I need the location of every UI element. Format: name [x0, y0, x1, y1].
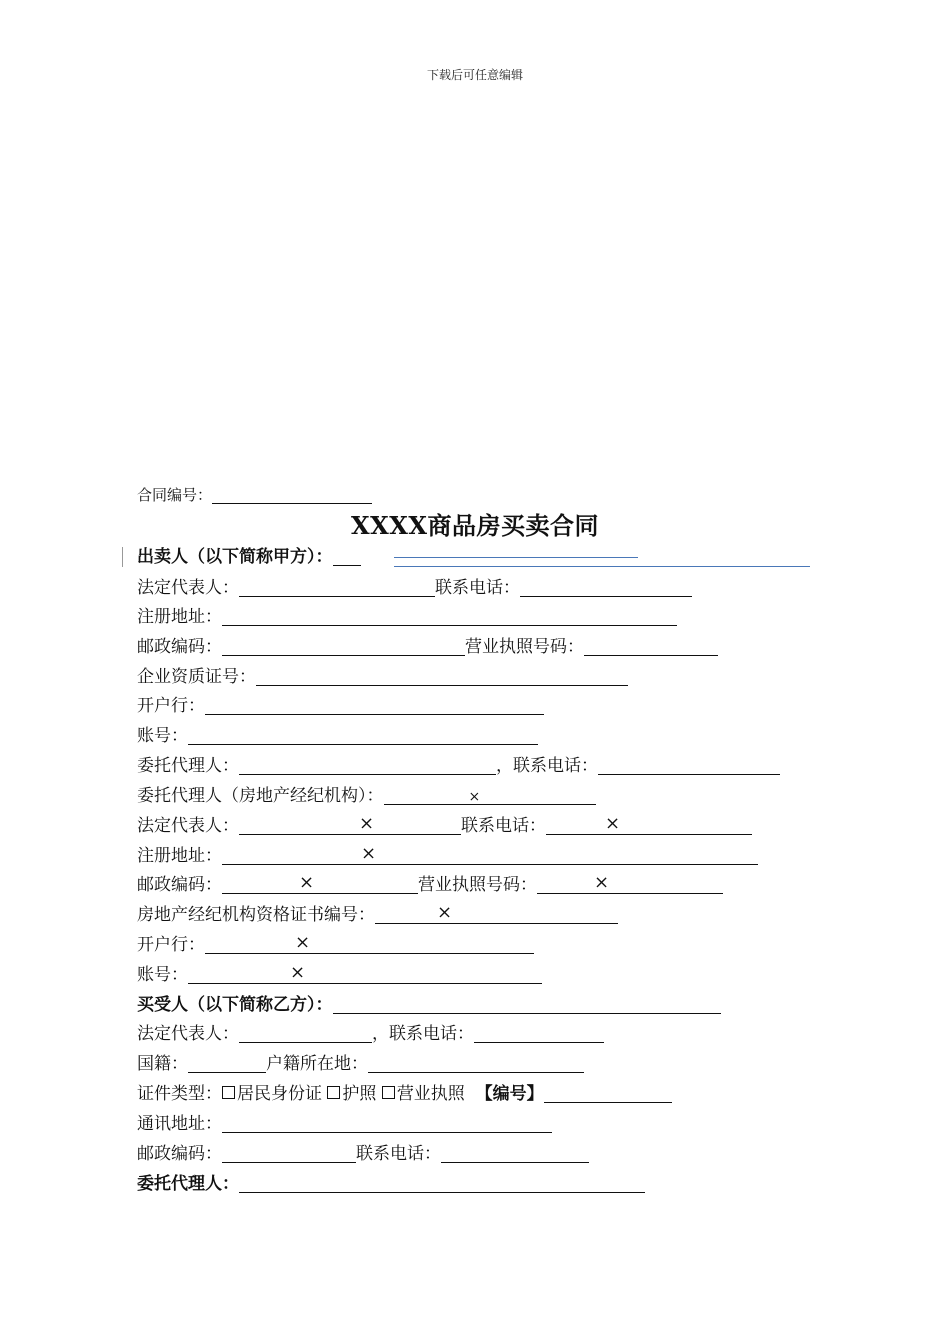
- seller-account-line: [137, 724, 538, 748]
- buyer-nationality-label: 国籍：: [137, 1054, 188, 1074]
- contract-title: XXXX商品房买卖合同: [351, 511, 599, 540]
- id-option-checkbox[interactable]: [222, 1086, 235, 1099]
- buyer-legal-rep-blank[interactable]: [239, 1024, 372, 1043]
- agent-org-postcode-label: 邮政编码：: [137, 875, 222, 895]
- id-number-blank[interactable]: [544, 1084, 672, 1103]
- agent-org-legal-rep-blank[interactable]: [239, 813, 461, 835]
- agent-org-postcode-blank[interactable]: [222, 872, 418, 894]
- id-number-label: 【编号】: [475, 1084, 544, 1104]
- seller-reg-address-label: 注册地址：: [137, 607, 222, 627]
- buyer-postcode-line: [137, 1142, 589, 1166]
- agent-org-phone-blank[interactable]: [546, 813, 752, 835]
- seller-reg-address-line: [137, 605, 677, 629]
- seller-qualification-blank[interactable]: [256, 667, 628, 686]
- buyer-postcode-blank[interactable]: [222, 1144, 356, 1163]
- x-mark: ×: [468, 789, 481, 805]
- agent-org-reg-address-blank[interactable]: [222, 843, 758, 865]
- agent-org-license-label: 营业执照号码：: [418, 875, 537, 895]
- x-mark: ×: [361, 843, 377, 864]
- contract-number-blank[interactable]: [212, 485, 372, 504]
- seller-blue-underline-top: [394, 557, 638, 558]
- agent-org-cert-line: [137, 903, 618, 927]
- agent-org-cert-blank[interactable]: [375, 902, 618, 924]
- contract-number-label: 合同编号：: [137, 486, 213, 504]
- x-mark: ×: [359, 813, 375, 834]
- x-mark: ×: [290, 962, 306, 983]
- agent-org-legal-rep-label: 法定代表人：: [137, 816, 239, 836]
- buyer-line: [137, 993, 721, 1017]
- seller-blue-underline-bottom: [394, 566, 810, 567]
- agent-org-cert-label: 房地产经纪机构资格证书编号：: [137, 905, 375, 925]
- buyer-agent-line: [137, 1172, 645, 1196]
- seller-phone-blank[interactable]: [520, 578, 692, 597]
- buyer-blank[interactable]: [333, 995, 721, 1014]
- x-mark: ×: [605, 813, 621, 834]
- seller-account-label: 账号：: [137, 726, 188, 746]
- agent-org-account-line: [137, 963, 542, 987]
- agent-org-label: 委托代理人（房地产经纪机构）：: [137, 786, 384, 806]
- seller-blank[interactable]: [333, 547, 361, 566]
- agent-org-bank-line: [137, 933, 534, 957]
- buyer-nationality-line: [137, 1052, 584, 1076]
- agent-org-line: [137, 784, 596, 808]
- seller-line: [137, 545, 361, 569]
- agent-person-line: [137, 754, 780, 778]
- agent-person-label: 委托代理人：: [137, 756, 239, 776]
- buyer-label: 买受人（以下简称乙方）：: [137, 995, 333, 1015]
- seller-bank-label: 开户行：: [137, 696, 205, 716]
- id-option-label: 居民身份证: [237, 1084, 322, 1104]
- agent-org-account-label: 账号：: [137, 965, 188, 985]
- seller-bank-line: [137, 694, 544, 718]
- seller-legal-rep-blank[interactable]: [239, 578, 435, 597]
- buyer-nationality-blank[interactable]: [188, 1054, 266, 1073]
- agent-org-reg-address-line: [137, 844, 758, 868]
- seller-legal-rep-line: [137, 576, 692, 600]
- seller-qualification-label: 企业资质证号：: [137, 667, 256, 687]
- agent-org-bank-blank[interactable]: [205, 932, 534, 954]
- agent-org-bank-label: 开户行：: [137, 935, 205, 955]
- id-option-label: 营业执照: [396, 1084, 465, 1104]
- x-mark: ×: [437, 902, 453, 923]
- buyer-phone-blank[interactable]: [474, 1024, 604, 1043]
- buyer-id-type-label: 证件类型：: [137, 1084, 222, 1104]
- text-cursor: [122, 547, 123, 567]
- contract-number-line: [137, 484, 372, 505]
- seller-bank-blank[interactable]: [205, 696, 544, 715]
- id-option-checkbox[interactable]: [327, 1086, 340, 1099]
- id-option-checkbox[interactable]: [382, 1086, 395, 1099]
- buyer-id-type-line: [137, 1082, 672, 1106]
- agent-org-license-blank[interactable]: [537, 872, 723, 894]
- x-mark: ×: [594, 872, 610, 893]
- page-header: 下载后可任意编辑: [426, 68, 523, 82]
- agent-person-phone-label: ，联系电话：: [496, 756, 598, 776]
- buyer-household-label: 户籍所在地：: [266, 1054, 368, 1074]
- seller-legal-rep-label: 法定代表人：: [137, 578, 239, 598]
- buyer-phone2-label: 联系电话：: [356, 1144, 441, 1164]
- agent-org-blank[interactable]: [384, 786, 596, 805]
- agent-person-blank[interactable]: [239, 756, 496, 775]
- x-mark: ×: [299, 872, 315, 893]
- buyer-postcode-label: 邮政编码：: [137, 1144, 222, 1164]
- seller-postcode-label: 邮政编码：: [137, 637, 222, 657]
- seller-qualification-line: [137, 665, 628, 689]
- seller-license-label: 营业执照号码：: [465, 637, 584, 657]
- seller-postcode-line: [137, 635, 718, 659]
- agent-org-account-blank[interactable]: [188, 962, 542, 984]
- buyer-mail-address-label: 通讯地址：: [137, 1114, 222, 1134]
- buyer-mail-address-line: [137, 1112, 552, 1136]
- seller-postcode-blank[interactable]: [222, 637, 465, 656]
- agent-org-postcode-line: [137, 873, 723, 897]
- id-option-label: 护照: [342, 1084, 377, 1104]
- buyer-legal-rep-label: 法定代表人：: [137, 1024, 239, 1044]
- seller-phone-label: 联系电话：: [435, 578, 520, 598]
- agent-org-legal-rep-line: [137, 814, 752, 838]
- x-mark: ×: [295, 932, 311, 953]
- seller-reg-address-blank[interactable]: [222, 607, 677, 626]
- seller-license-blank[interactable]: [584, 637, 718, 656]
- seller-account-blank[interactable]: [188, 726, 538, 745]
- buyer-legal-rep-line: [137, 1022, 604, 1046]
- agent-person-phone-blank[interactable]: [598, 756, 780, 775]
- buyer-phone2-blank[interactable]: [441, 1144, 589, 1163]
- buyer-phone-label: ，联系电话：: [372, 1024, 474, 1044]
- buyer-household-blank[interactable]: [368, 1054, 584, 1073]
- seller-label: 出卖人（以下简称甲方）：: [137, 547, 333, 567]
- buyer-mail-address-blank[interactable]: [222, 1114, 552, 1133]
- agent-org-reg-address-label: 注册地址：: [137, 846, 222, 866]
- buyer-agent-blank[interactable]: [239, 1174, 645, 1193]
- agent-org-phone-label: 联系电话：: [461, 816, 546, 836]
- buyer-agent-label: 委托代理人：: [137, 1174, 239, 1194]
